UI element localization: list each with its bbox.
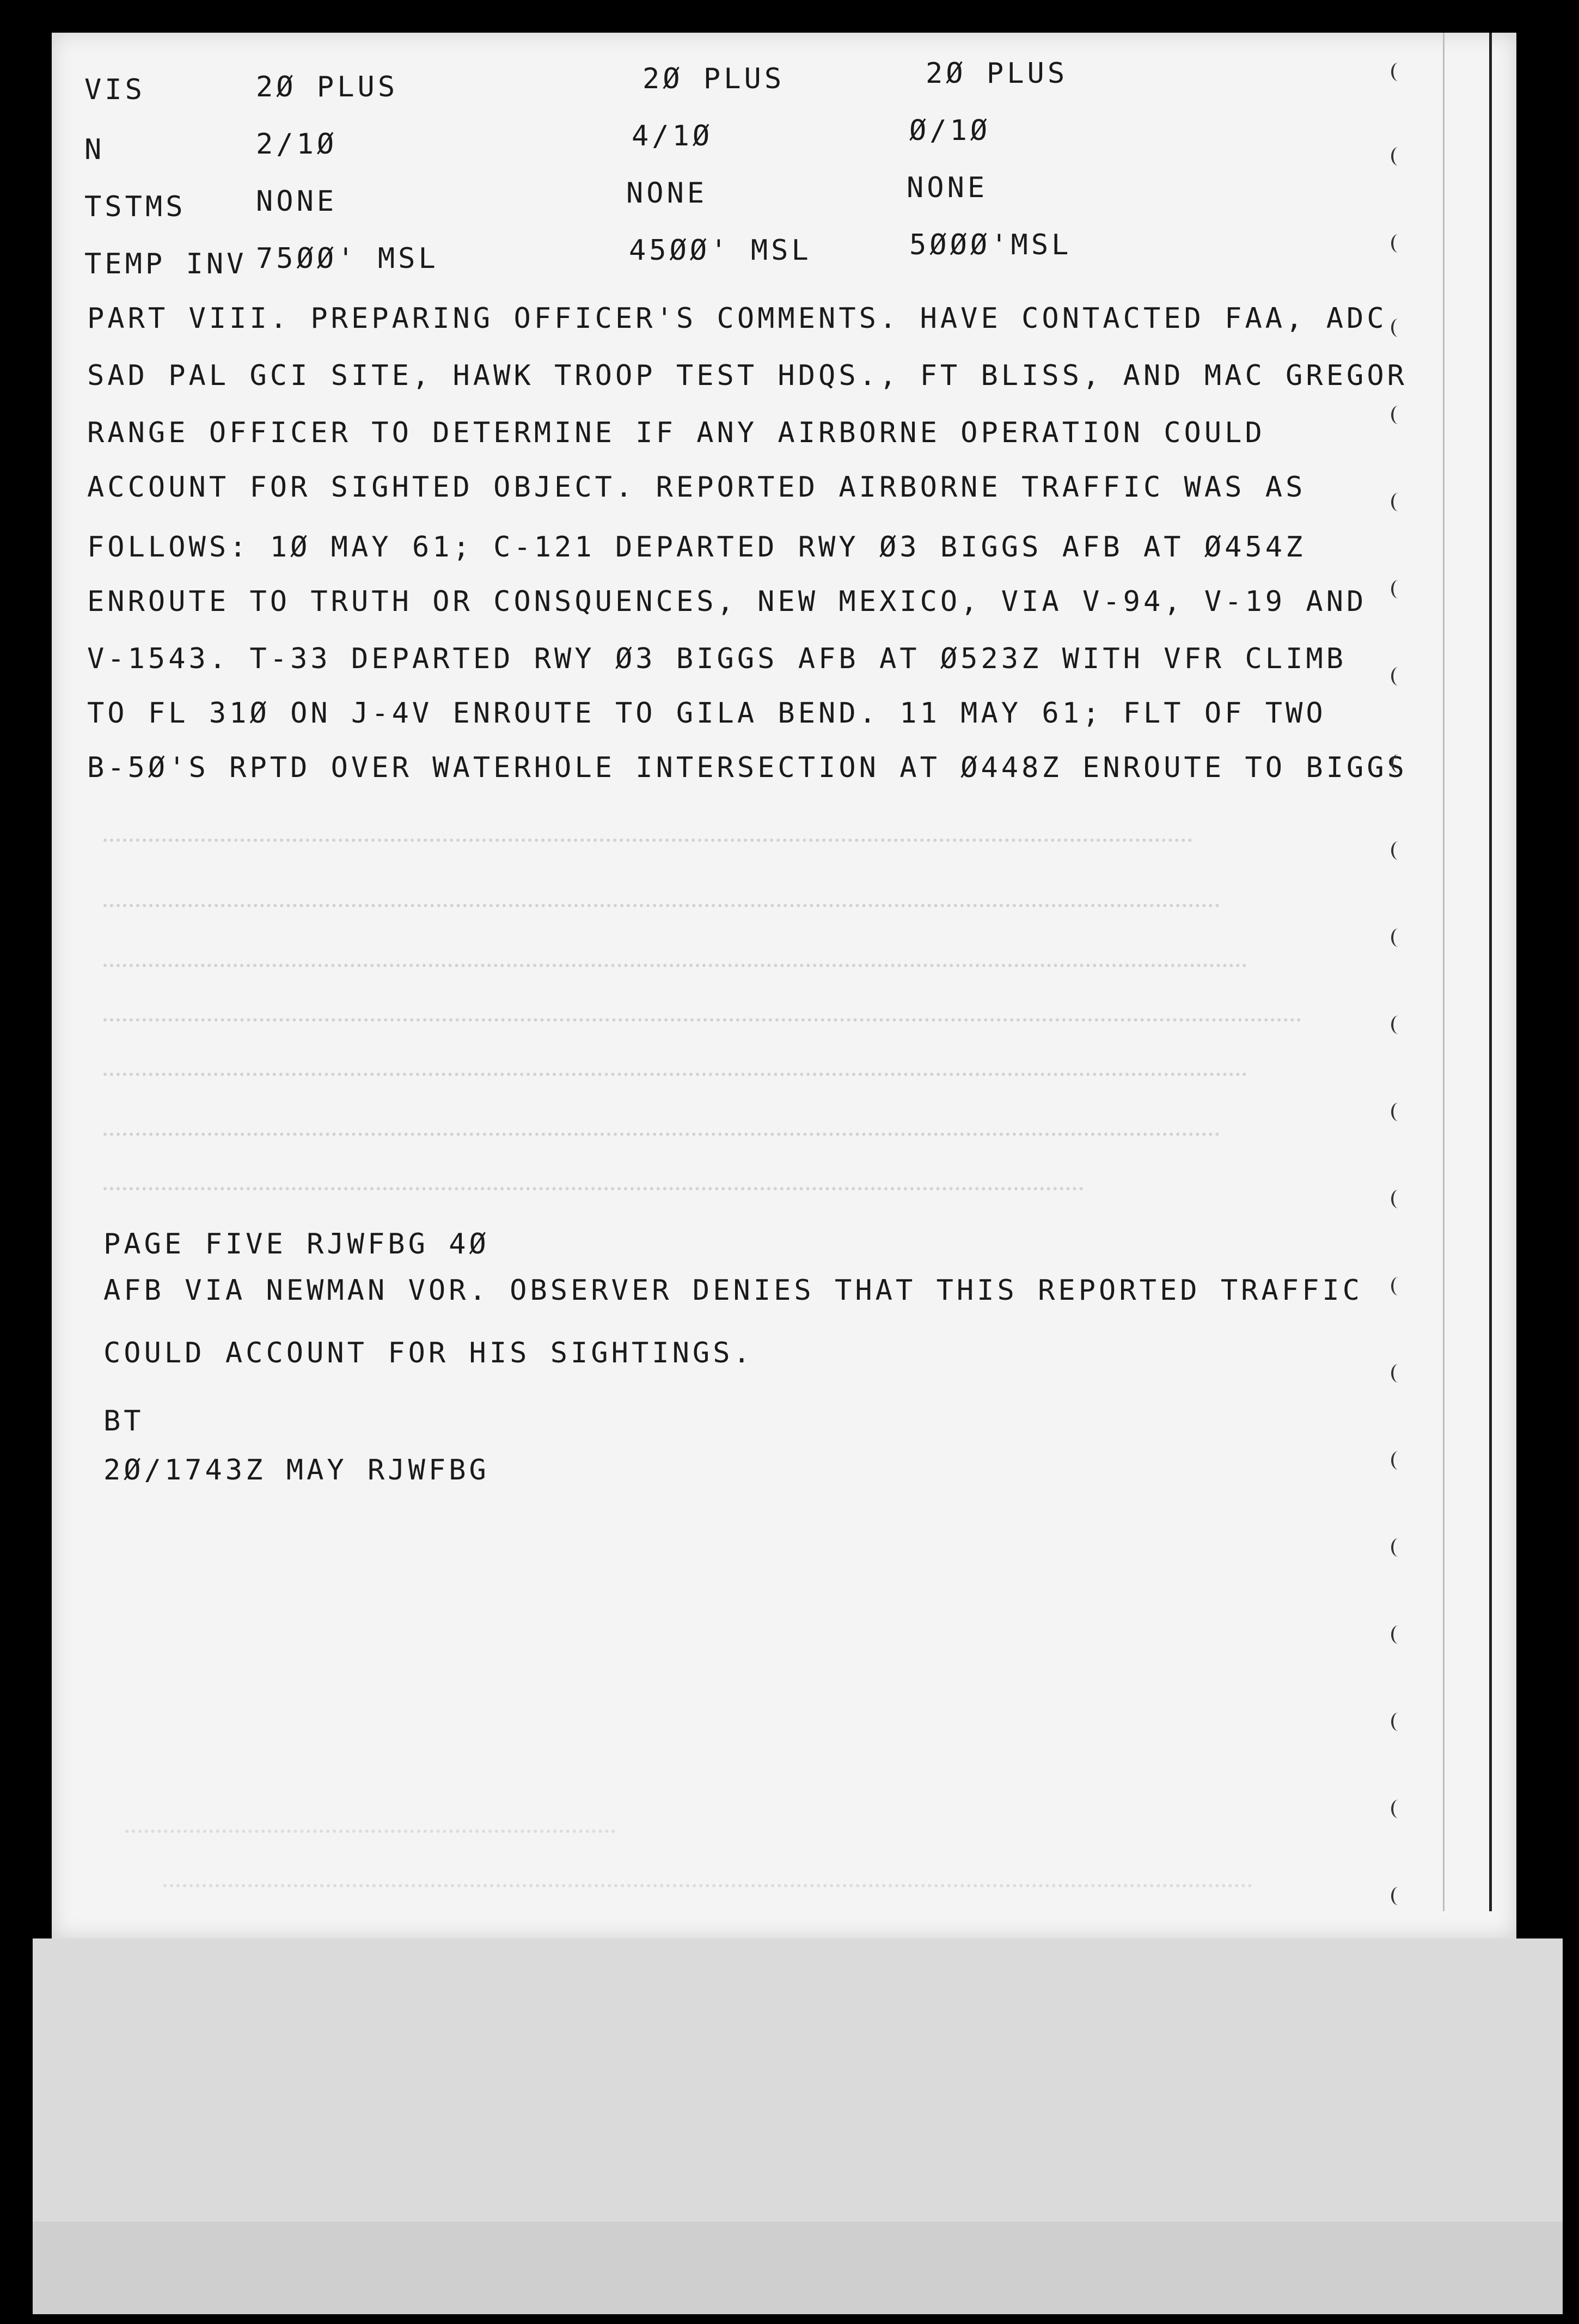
feed-hole <box>1391 1713 1405 1731</box>
bleed-through-line <box>163 1862 1252 1887</box>
tstms-value-3: NONE <box>907 172 988 204</box>
body-line: SAD PAL GCI SITE, HAWK TROOP TEST HDQS., FT BLISS, AND MAC GREGOR <box>87 359 1407 392</box>
tstms-value-1: NONE <box>256 185 338 218</box>
body-line: AFB VIA NEWMAN VOR. OBSERVER DENIES THAT THIS REPORTED TRAFFIC <box>103 1274 1363 1307</box>
feed-hole <box>1391 319 1405 337</box>
n-value-1: 2/1Ø <box>256 128 338 161</box>
feed-hole <box>1391 147 1405 166</box>
feed-hole <box>1391 406 1405 424</box>
body-line: PART VIII. PREPARING OFFICER'S COMMENTS. HAVE CONTACTED FAA, ADC <box>87 302 1387 335</box>
row-label-n: N <box>84 133 105 166</box>
bleed-through-line <box>103 882 1220 907</box>
bleed-through-line <box>103 942 1247 967</box>
body-line: ACCOUNT FOR SIGHTED OBJECT. REPORTED AIRBORNE TRAFFIC WAS AS <box>87 471 1306 504</box>
feed-hole <box>1391 841 1405 860</box>
feed-hole <box>1391 1190 1405 1208</box>
feed-hole <box>1391 234 1405 253</box>
feed-hole <box>1391 493 1405 511</box>
feed-hole <box>1391 1016 1405 1034</box>
feed-hole <box>1391 1887 1405 1905</box>
feed-hole <box>1391 1625 1405 1644</box>
feed-hole <box>1391 1277 1405 1295</box>
body-line: V-1543. T-33 DEPARTED RWY Ø3 BIGGS AFB AT Ø523Z WITH VFR CLIMB <box>87 643 1347 675</box>
feed-hole <box>1391 63 1405 81</box>
vis-value-2: 2Ø PLUS <box>642 63 785 95</box>
body-line: FOLLOWS: 1Ø MAY 61; C-121 DEPARTED RWY Ø3 BIGGS AFB AT Ø454Z <box>87 531 1306 564</box>
temp-inv-value-1: 75ØØ' MSL <box>256 242 439 275</box>
feed-hole <box>1391 667 1405 686</box>
break-marker: BT <box>103 1405 144 1438</box>
feed-hole <box>1391 928 1405 947</box>
vis-value-1: 2Ø PLUS <box>256 71 399 103</box>
film-edge <box>33 2222 1563 2314</box>
bleed-through-line <box>103 1051 1247 1076</box>
row-label-temp-inv: TEMP INV <box>84 248 247 280</box>
tstms-value-2: NONE <box>626 177 708 210</box>
feed-hole <box>1391 1364 1405 1383</box>
vis-value-3: 2Ø PLUS <box>926 57 1068 90</box>
temp-inv-value-3: 5ØØØ'MSL <box>909 229 1072 261</box>
body-line: ENROUTE TO TRUTH OR CONSQUENCES, NEW MEXICO, VIA V-94, V-19 AND <box>87 585 1367 618</box>
body-line: TO FL 31Ø ON J-4V ENROUTE TO GILA BEND. 11 MAY 61; FLT OF TWO <box>87 697 1326 730</box>
date-time-group: 2Ø/1743Z MAY RJWFBG <box>103 1454 489 1487</box>
body-line: COULD ACCOUNT FOR HIS SIGHTINGS. <box>103 1337 754 1369</box>
body-line: B-5Ø'S RPTD OVER WATERHOLE INTERSECTION AT Ø448Z ENROUTE TO BIGGS <box>87 751 1407 784</box>
n-value-2: 4/1Ø <box>632 120 713 152</box>
row-label-tstms: TSTMS <box>84 191 186 223</box>
page-edge-line <box>1489 33 1492 1911</box>
feed-hole <box>1391 1103 1405 1121</box>
n-value-3: Ø/1Ø <box>909 114 991 147</box>
feed-hole <box>1391 1800 1405 1818</box>
perforation-line <box>1443 33 1445 1911</box>
bleed-through-line <box>103 996 1301 1022</box>
bleed-through-line <box>103 1111 1220 1136</box>
body-line: RANGE OFFICER TO DETERMINE IF ANY AIRBORNE OPERATION COULD <box>87 417 1265 449</box>
bleed-through-line <box>103 1165 1084 1190</box>
feed-hole <box>1391 580 1405 598</box>
temp-inv-value-2: 45ØØ' MSL <box>629 234 812 267</box>
bleed-through-line <box>103 817 1192 842</box>
feed-hole <box>1391 1451 1405 1470</box>
feed-hole <box>1391 1538 1405 1557</box>
bleed-through-line <box>125 1808 615 1833</box>
row-label-vis: VIS <box>84 74 145 106</box>
feed-hole <box>1391 754 1405 773</box>
film-margin <box>33 1938 1563 2314</box>
page-header: PAGE FIVE RJWFBG 4Ø <box>103 1228 489 1261</box>
